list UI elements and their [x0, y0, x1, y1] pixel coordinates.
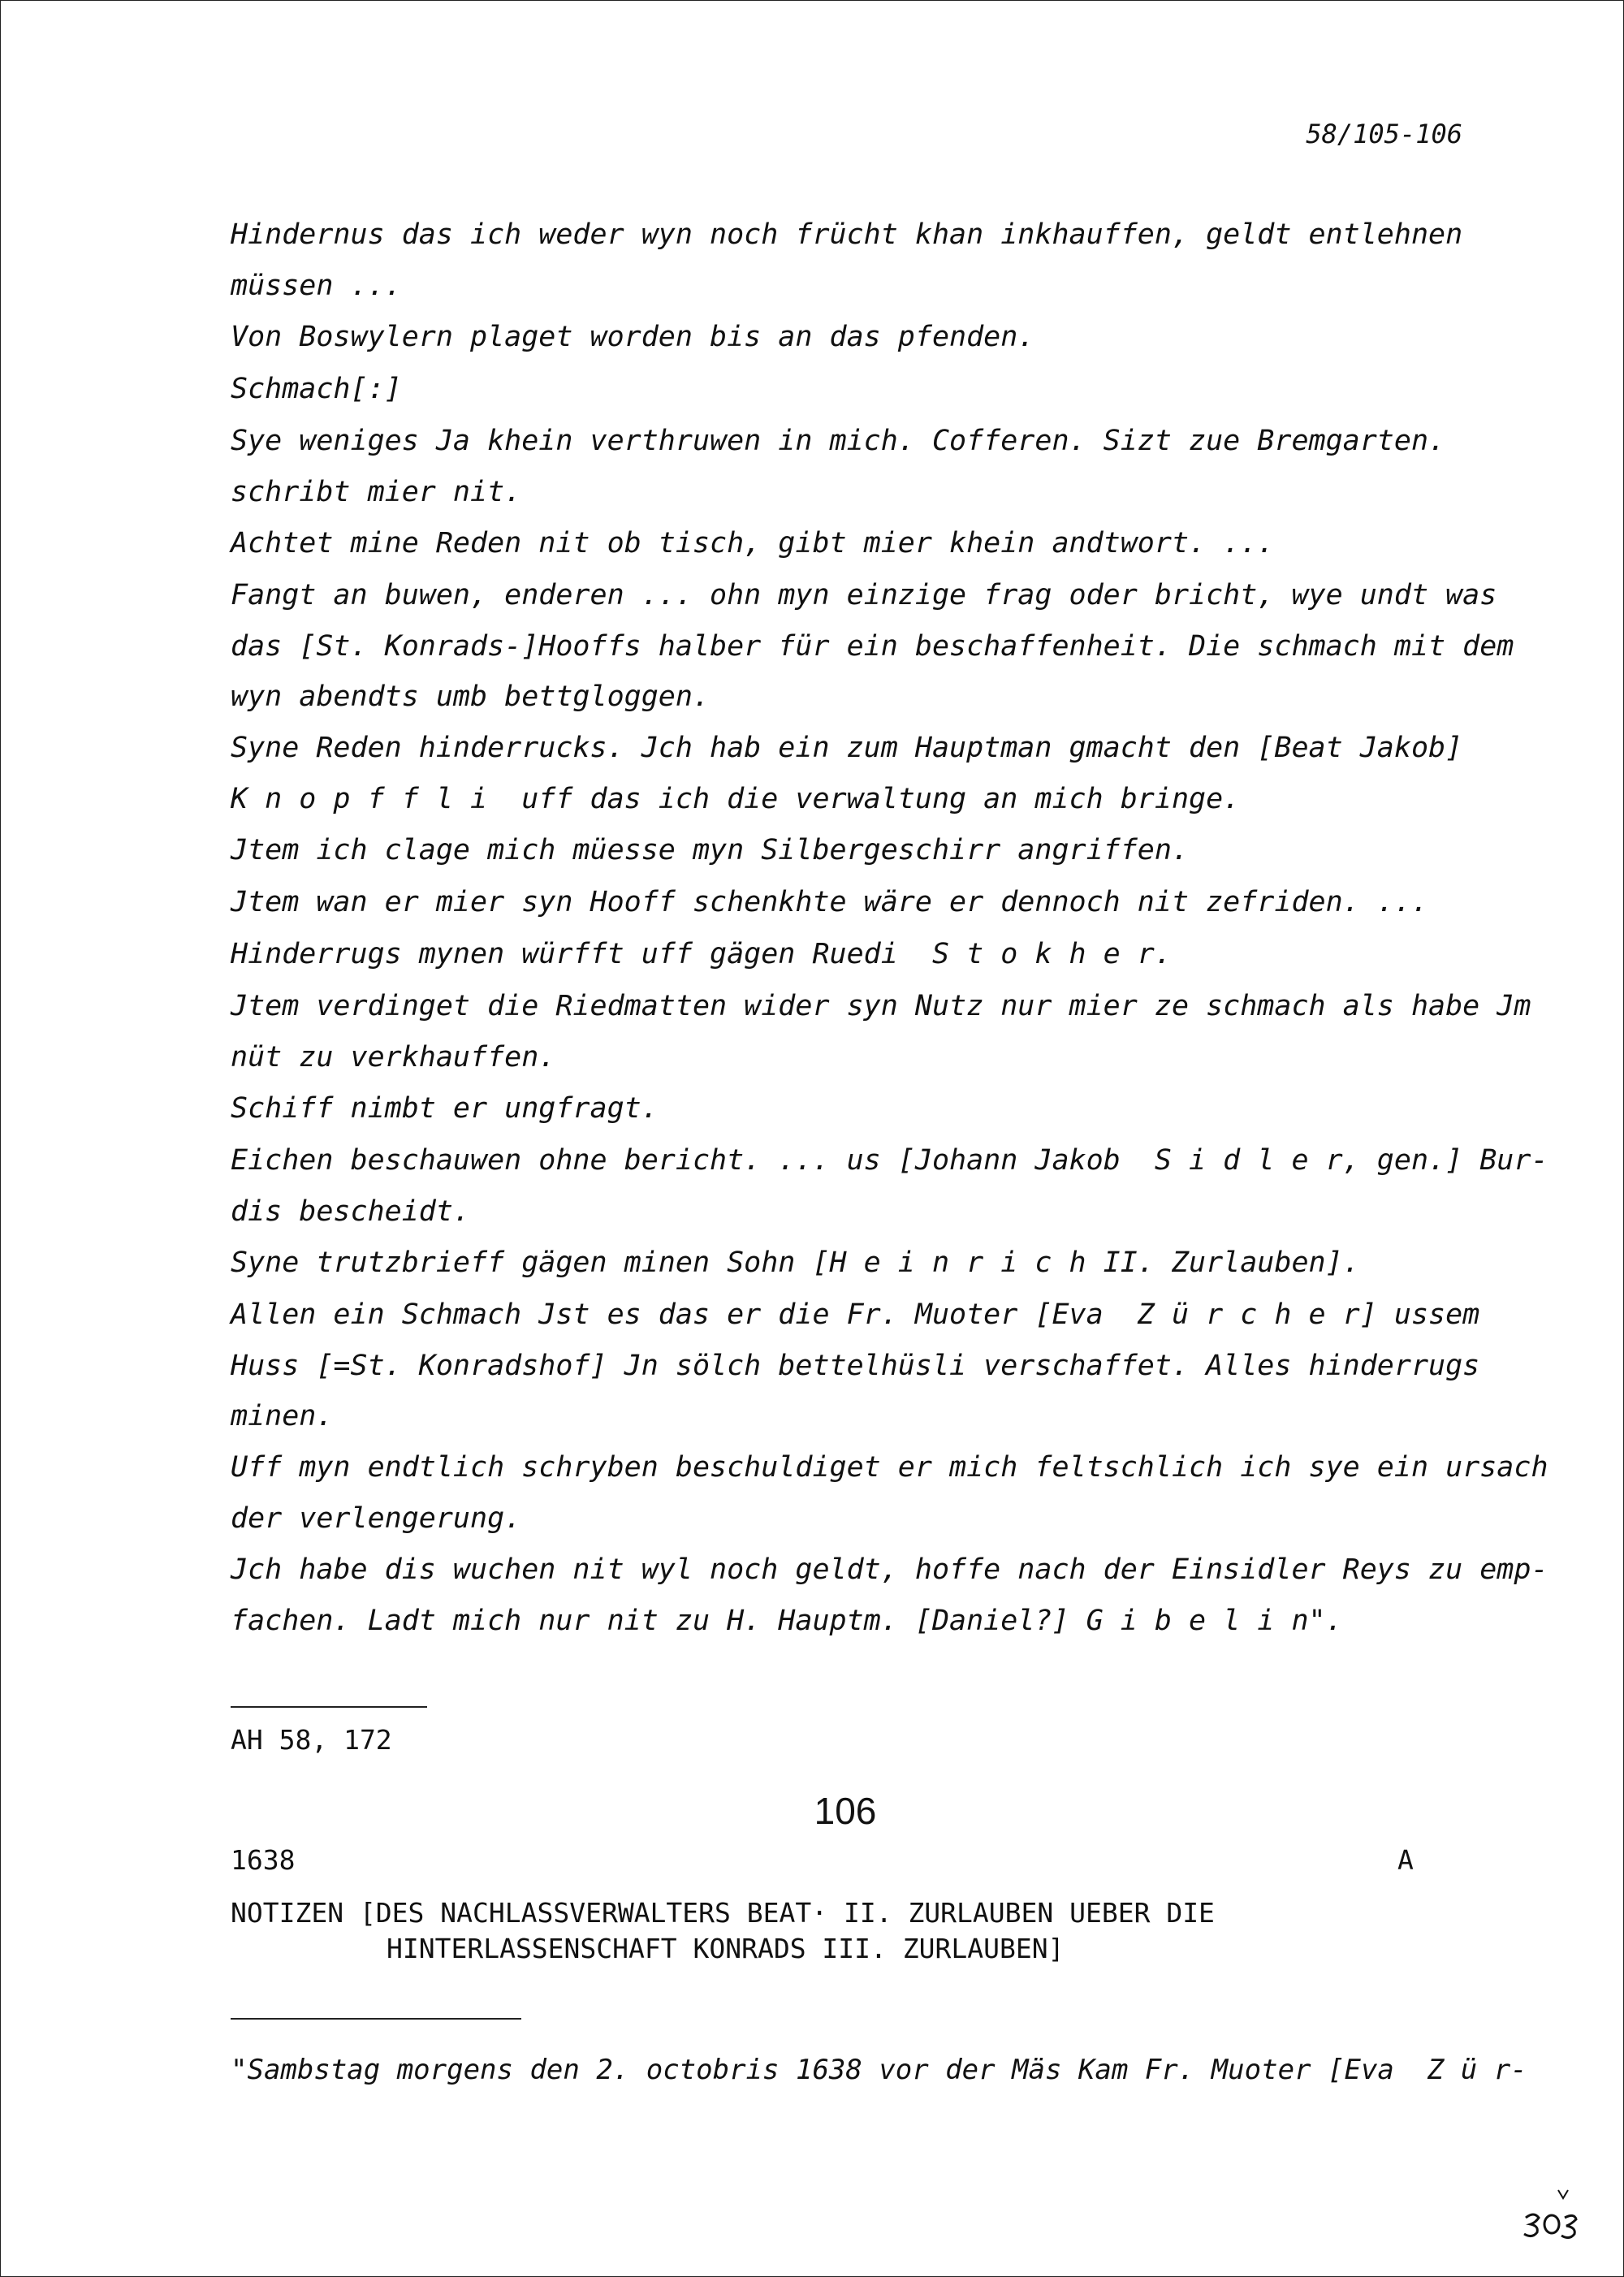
text-line: Jch habe dis wuchen nit wyl noch geldt, hoffe nach der Einsidler Reys zu emp- [231, 1553, 1548, 1586]
heading-line: NOTIZEN [DES NACHLASSVERWALTERS BEAT· II. ZURLAUBEN UEBER DIE [231, 1897, 1215, 1929]
text-line: Eichen beschauwen ohne bericht. ... us [Johann Jakob S i d l e r, gen.] Bur- [231, 1144, 1548, 1177]
text-line: Hinderrugs mynen würfft uff gägen Ruedi S t o k h e r. [231, 938, 1172, 970]
text-line: Schmach[:] [231, 373, 402, 405]
document-number: 106 [814, 1790, 877, 1832]
text-line: minen. [231, 1400, 334, 1432]
heading-line: HINTERLASSENSCHAFT KONRADS III. ZURLAUBEN] [387, 1933, 1065, 1964]
heading-divider [231, 2018, 521, 2020]
text-line: das [St. Konrads-]Hooffs halber für ein beschaffenheit. Die schmach mit dem [231, 630, 1514, 663]
text-line: Jtem ich clage mich müesse myn Silbergeschirr angriffen. [231, 834, 1190, 866]
text-line: der verlengerung. [231, 1502, 522, 1535]
source-reference: AH 58, 172 [231, 1724, 392, 1756]
text-line: Von Boswylern plaget worden bis an das pfenden. [231, 321, 1035, 353]
text-line: Fangt an buwen, enderen ... ohn myn einzige frag oder bricht, wye undt was [231, 579, 1497, 611]
text-line: K n o p f f l i uff das ich die verwaltung an mich bringe. [231, 783, 1241, 815]
document-letter: A [1397, 1844, 1414, 1876]
text-line: dis bescheidt. [231, 1195, 471, 1228]
text-line: Hindernus das ich weder wyn noch frücht khan inkhauffen, geldt entlehnen [231, 218, 1463, 251]
text-line: Syne trutzbrieff gägen minen Sohn [H e i n r i c h II. Zurlauben]. [231, 1247, 1360, 1279]
handwritten-page-number-stamp [1518, 2185, 1583, 2250]
text-line: Jtem wan er mier syn Hooff schenkhte wäre er dennoch nit zefriden. ... [231, 886, 1429, 918]
text-line: müssen ... [231, 270, 402, 302]
transcription-body [231, 209, 1548, 1646]
text-line: wyn abendts umb bettgloggen. [231, 681, 710, 713]
page-reference: 58/105-106 [1306, 119, 1462, 149]
text-line: Jtem verdinget die Riedmatten wider syn Nutz nur mier ze schmach als habe Jm [231, 990, 1531, 1022]
text-line: Allen ein Schmach Jst es das er die Fr. Muoter [Eva Z ü r c h e r] ussem [231, 1298, 1480, 1331]
text-line: Sye weniges Ja khein verthruwen in mich. Cofferen. Sizt zue Bremgarten. [231, 425, 1446, 457]
text-line: nüt zu verkhauffen. [231, 1041, 556, 1074]
footnote-divider [231, 1706, 427, 1708]
text-line: schribt mier nit. [231, 476, 522, 508]
document-heading [231, 1895, 1530, 1967]
text-line: Schiff nimbt er ungfragt. [231, 1092, 659, 1125]
text-line: fachen. Ladt mich nur nit zu H. Hauptm. [Daniel?] G i b e l i n". [231, 1605, 1343, 1637]
document-year: 1638 [231, 1844, 296, 1876]
text-line: Uff myn endtlich schryben beschuldiget er mich feltschlich ich sye ein ursach [231, 1451, 1548, 1484]
text-line: Achtet mine Reden nit ob tisch, gibt mier khein andtwort. ... [231, 527, 1275, 560]
text-line: Syne Reden hinderrucks. Jch hab ein zum Hauptman gmacht den [Beat Jakob] [231, 732, 1463, 764]
text-line: Huss [=St. Konradshof] Jn sölch bettelhüsli verschaffet. Alles hinderrugs [231, 1350, 1480, 1382]
document-first-line: "Sambstag morgens den 2. octobris 1638 vor der Mäs Kam Fr. Muoter [Eva Z ü r- [231, 2054, 1527, 2086]
